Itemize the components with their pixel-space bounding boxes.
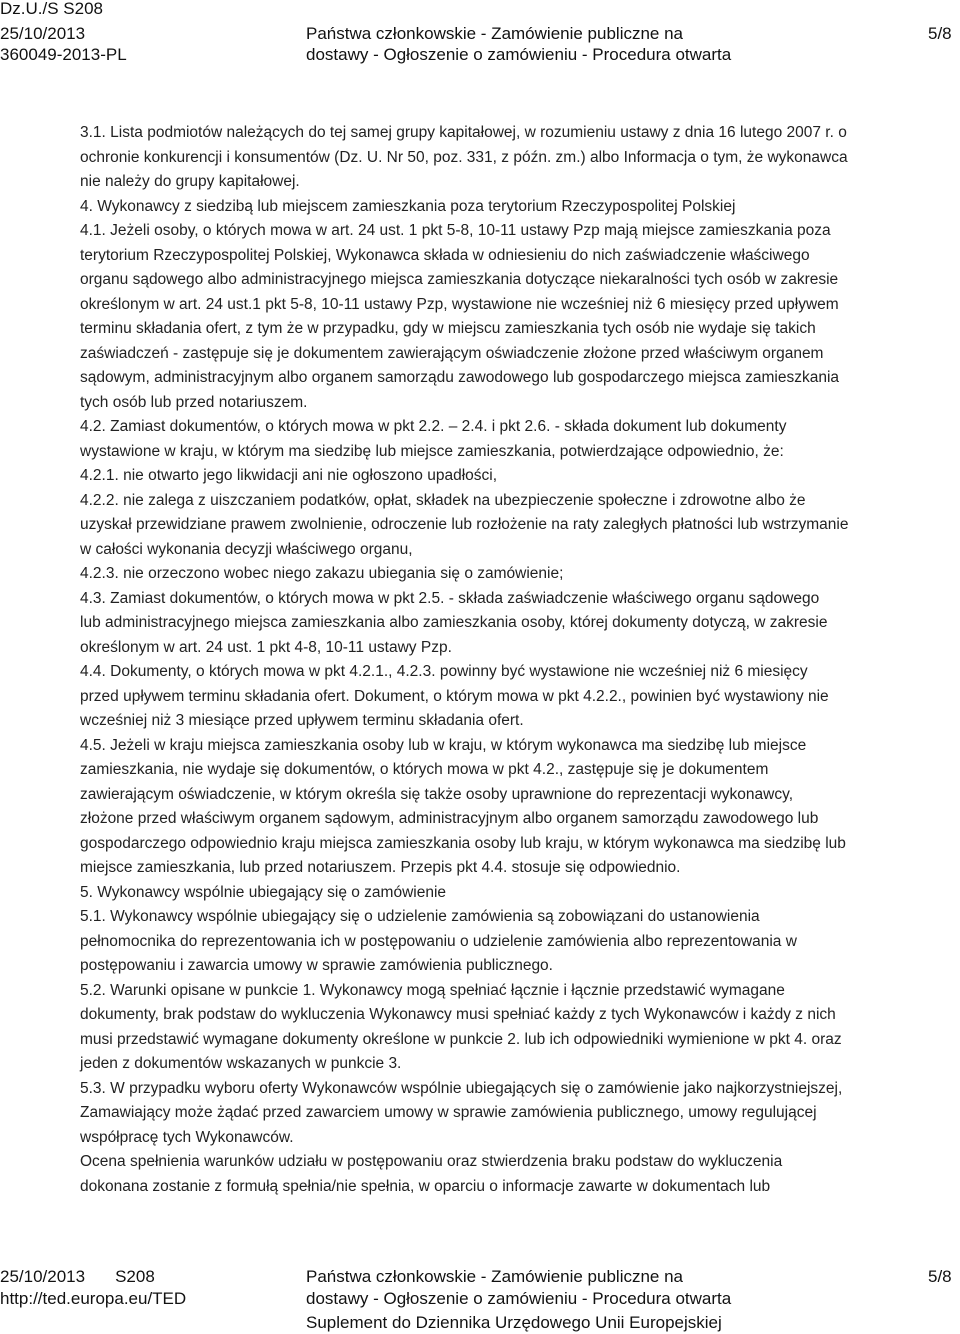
text-line: 5. Wykonawcy wspólnie ubiegający się o zamówienie [80, 883, 447, 901]
header-page-number: 5/8 [928, 24, 952, 43]
text-line: ochronie konkurencji i konsumentów (Dz. U. Nr 50, poz. 331, z późn. zm.) albo Informacja o tym, że wykonawca [80, 148, 848, 166]
footer-code: S208 [115, 1267, 155, 1286]
text-line: wystawione w kraju, w którym ma siedzibę lub miejsce zamieszkania, potwierdzające odpowiednio, że: [80, 442, 784, 460]
footer-title-line2: dostawy - Ogłoszenie o zamówieniu - Procedura otwarta [306, 1289, 732, 1308]
text-line: lub administracyjnego miejsca zamieszkania albo zamieszkania osoby, której dokumenty dotyczą, w zakresie [80, 614, 828, 631]
footer-supplement: Suplement do Dziennika Urzędowego Unii Europejskiej [306, 1313, 722, 1332]
text-line: 4.5. Jeżeli w kraju miejsca zamieszkania osoby lub w kraju, w którym wykonawca ma siedzibę lub miejsce [80, 736, 807, 754]
text-line: jeden z dokumentów wskazanych w punkcie 3. [80, 1055, 402, 1072]
text-line: miejsce zamieszkania, lub przed notariuszem. Przepis pkt 4.4. stosuje się odpowiednio. [80, 859, 681, 876]
footer-title-line1: Państwa członkowskie - Zamówienie publiczne na [306, 1267, 684, 1286]
text-line: 4.4. Dokumenty, o których mowa w pkt 4.2.1., 4.2.3. powinny być wystawione nie wcześniej niż 6 miesięcy [80, 663, 808, 680]
text-line: postępowaniu i zawarcia umowy w sprawie zamówienia publicznego. [80, 957, 553, 974]
text-line: pełnomocnika do reprezentowania ich w postępowaniu o udzielenie zamówienia albo reprezentowania w [80, 932, 797, 950]
text-line: dokumenty, brak podstaw do wykluczenia Wykonawcy musi spełniać każdy z tych Wykonawców i każdy z nich [80, 1006, 836, 1023]
page-footer [0, 1262, 960, 1332]
text-line: zawierającym oświadczenie, w którym określa się także osoby uprawnione do reprezentacji wykonawcy, [80, 785, 794, 803]
footer-date: 25/10/2013 [0, 1267, 86, 1286]
text-line: 4.2.3. nie orzeczono wobec niego zakazu ubiegania się o zamówienie; [80, 565, 564, 582]
text-line: 4.1. Jeżeli osoby, o których mowa w art. 24 ust. 1 pkt 5-8, 10-11 ustawy Pzp mają miejsce zamieszkania poza [80, 222, 831, 239]
text-line: wcześniej niż 3 miesiące przed upływem terminu składania ofert. [80, 712, 524, 729]
footer-date-code [0, 1266, 155, 1288]
text-line: 4. Wykonawcy z siedzibą lub miejscem zamieszkania poza terytorium Rzeczypospolitej Polskiej [80, 197, 736, 215]
footer-url: http://ted.europa.eu/TED [0, 1289, 187, 1308]
text-line: współpracę tych Wykonawców. [80, 1128, 294, 1146]
text-line: nie należy do grupy kapitałowej. [80, 173, 300, 190]
text-line: określonym w art. 24 ust. 1 pkt 4-8, 10-11 ustawy Pzp. [80, 638, 452, 656]
text-line: przed upływem terminu składania ofert. Dokument, o którym mowa w pkt 4.2.2., powinien być wystawiony nie [80, 687, 829, 705]
text-line: tych osób lub przed notariuszem. [80, 393, 308, 411]
journal-reference: Dz.U./S S208 [0, 0, 103, 18]
text-line: zaświadczeń - zastępuje się je dokumentem zawierającym oświadczenie złożone przed właściwym organem [80, 344, 824, 362]
text-line: gospodarczego odpowiednio kraju miejsca zamieszkania osoby lub kraju, w którym wykonawca ma siedzibę lub [80, 834, 846, 852]
text-line: Ocena spełnienia warunków udziału w postępowaniu oraz stwierdzenia braku podstaw do wykluczenia [80, 1153, 783, 1170]
text-line: 5.3. W przypadku wyboru oferty Wykonawców wspólnie ubiegających się o zamówienie jako najkorzystniejszej, [80, 1079, 843, 1097]
notice-number: 360049-2013-PL [0, 45, 127, 64]
header-title-line1: Państwa członkowskie - Zamówienie publiczne na [306, 24, 684, 43]
document-body [80, 121, 960, 1199]
page-header [0, 0, 960, 70]
text-line: uzyskał przewidziane prawem zwolnienie, odroczenie lub rozłożenie na raty zaległych płatności lub wstrzymanie [80, 516, 849, 533]
text-line: 3.1. Lista podmiotów należących do tej samej grupy kapitałowej, w rozumieniu ustawy z dnia 16 lutego 2007 r. o [80, 124, 847, 141]
text-line: Zamawiający może żądać przed zawarciem umowy w sprawie zamówienia publicznego, umowy regulującej [80, 1104, 817, 1121]
text-line: określonym w art. 24 ust.1 pkt 5-8, 10-11 ustawy Pzp, wystawione nie wcześniej niż 6 miesięcy przed upływem [80, 295, 839, 313]
text-line: w całości wykonania decyzji właściwego organu, [80, 540, 413, 558]
text-line: terminu składania ofert, z tym że w przypadku, gdy w miejscu zamieszkania tych osób nie wydaje się takich [80, 320, 816, 337]
text-line: organu sądowego albo administracyjnego miejsca zamieszkania dotyczące niekaralności tych osób w zakresie [80, 271, 839, 288]
text-line: 4.2.2. nie zalega z uiszczaniem podatków, opłat, składek na ubezpieczenie społeczne i zdrowotne albo że [80, 491, 806, 509]
text-line: 4.3. Zamiast dokumentów, o których mowa w pkt 2.5. - składa zaświadczenie właściwego organu sądowego [80, 589, 820, 607]
header-title-line2: dostawy - Ogłoszenie o zamówieniu - Procedura otwarta [306, 45, 732, 64]
text-line: dokonana zostanie z formułą spełnia/nie spełnia, w oparciu o informacje zawarte w dokumentach lub [80, 1177, 771, 1195]
text-line: musi przedstawić wymagane dokumenty określone w punkcie 2. lub ich odpowiedniki wymienione w pkt 4. oraz [80, 1030, 842, 1048]
text-line: sądowym, administracyjnym albo organem samorządu zawodowego lub gospodarczego miejsca zamieszkania [80, 369, 840, 386]
text-line: 4.2.1. nie otwarto jego likwidacji ani nie ogłoszono upadłości, [80, 467, 498, 484]
text-line: zamieszkania, nie wydaje się dokumentów, o których mowa w pkt 4.2., zastępuje się je dokumentem [80, 761, 769, 778]
text-line: 4.2. Zamiast dokumentów, o których mowa w pkt 2.2. – 2.4. i pkt 2.6. - składa dokument lub dokumenty [80, 418, 787, 435]
text-line: złożone przed właściwym organem sądowym, administracyjnym albo organem samorządu zawodowego lub [80, 810, 819, 827]
text-line: terytorium Rzeczypospolitej Polskiej, Wykonawca składa w odniesieniu do nich zaświadczenie właściwego [80, 246, 810, 264]
text-line: 5.2. Warunki opisane w punkcie 1. Wykonawcy mogą spełniać łącznie i łącznie przedstawić wymagane [80, 981, 785, 999]
footer-page-number: 5/8 [928, 1267, 952, 1286]
text-line: 5.1. Wykonawcy wspólnie ubiegający się o udzielenie zamówienia są zobowiązani do ustanowienia [80, 908, 760, 925]
header-date: 25/10/2013 [0, 24, 86, 43]
